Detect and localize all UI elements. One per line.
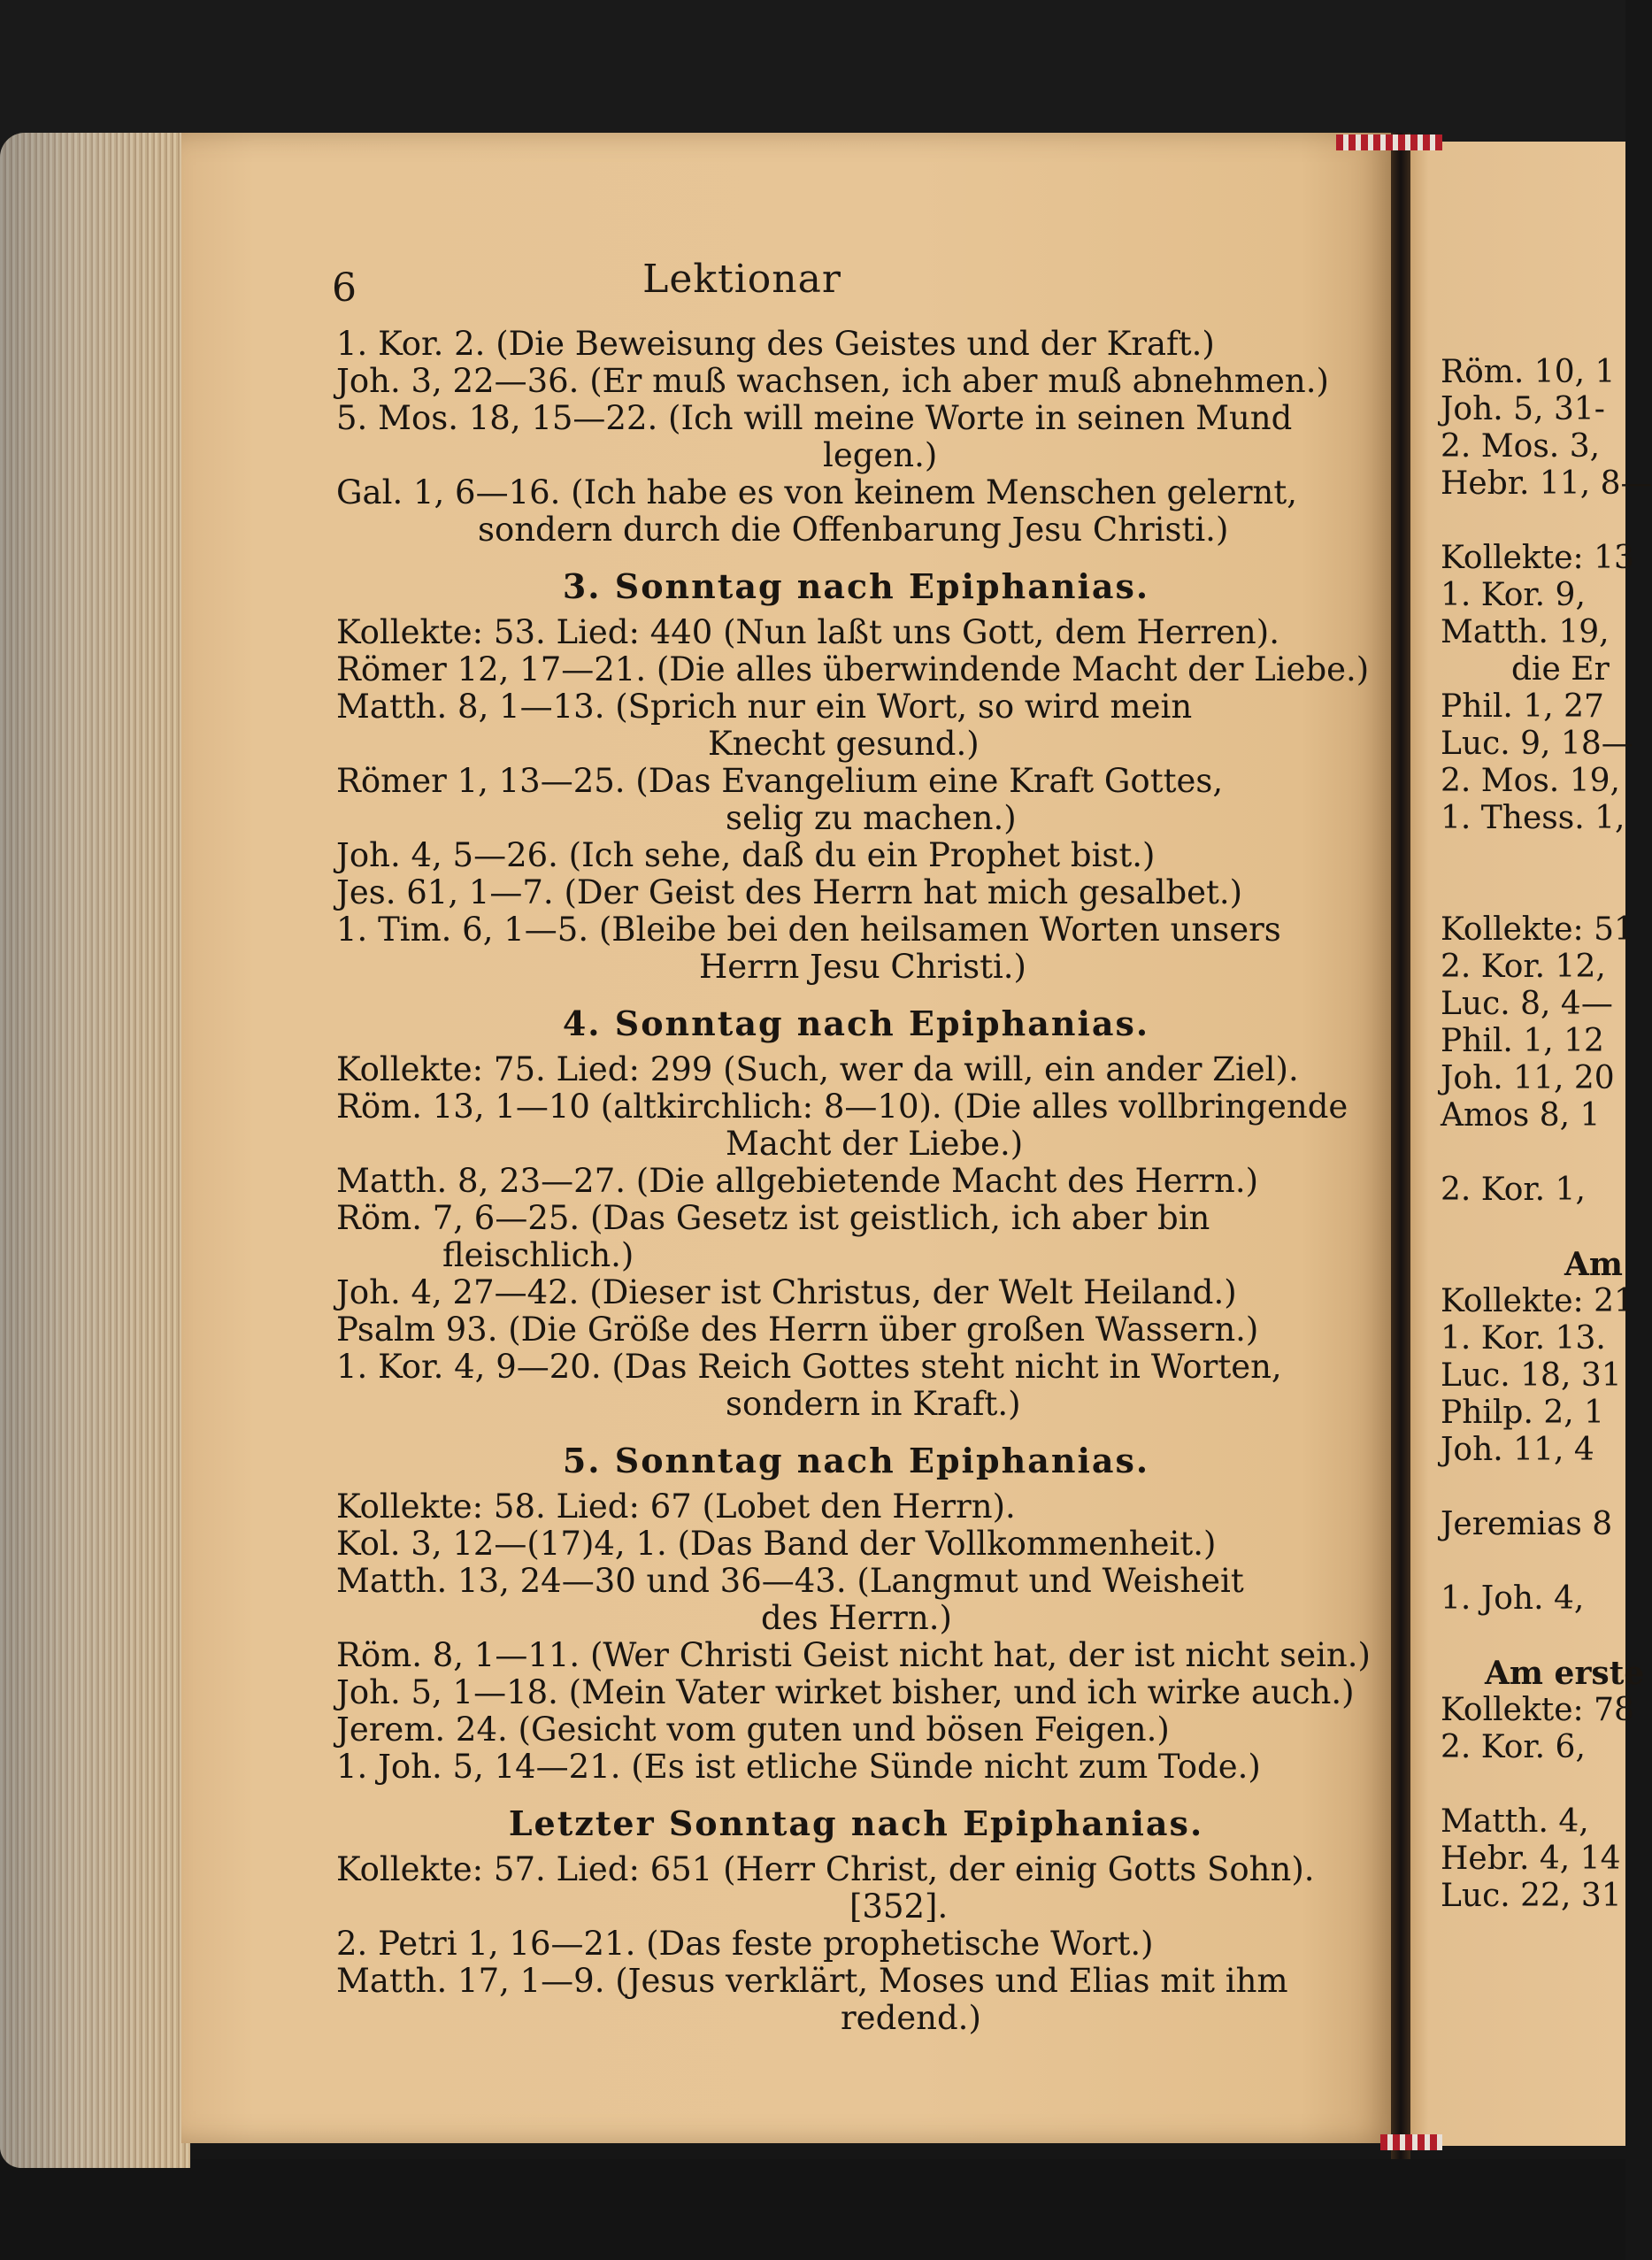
right-line: Luc. 8, 4— (1441, 986, 1613, 1022)
reading-line: 1. Kor. 2. (Die Beweisung des Geistes und der Kraft.) (336, 325, 1215, 363)
right-line: Phil. 1, 27 (1441, 688, 1604, 725)
right-line: Joh. 5, 31- (1441, 391, 1605, 427)
section-last-epiphanias (336, 1805, 1376, 2037)
reading-line: Matth. 8, 23—27. (Die allgebietende Macht des Herrn.) (336, 1162, 1259, 1200)
book-cover-bottom (0, 2159, 1625, 2260)
reading-line: Römer 12, 17—21. (Die alles überwindende Macht der Liebe.) (336, 650, 1370, 688)
right-gap (1441, 1543, 1625, 1580)
right-line: Hebr. 11, 8— (1441, 465, 1652, 502)
reading-line: 1. Joh. 5, 14—21. (Es ist etliche Sünde nicht zum Tode.) (336, 1748, 1261, 1786)
reading-line: Psalm 93. (Die Größe des Herrn über großen Wassern.) (336, 1311, 1259, 1349)
reading-line-continued: legen.) (823, 436, 938, 474)
right-line: Joh. 11, 20 (1441, 1060, 1615, 1096)
reading-line: 2. Petri 1, 16—21. (Das feste prophetische Wort.) (336, 1925, 1154, 1963)
page-edge-tint (0, 133, 190, 2168)
reading-line: Joh. 4, 27—42. (Dieser ist Christus, der Welt Heiland.) (336, 1273, 1237, 1311)
reading-line-continued: sondern durch die Offenbarung Jesu Christi.) (478, 511, 1229, 549)
right-line: 1. Kor. 13. (1441, 1320, 1606, 1357)
opening-readings (336, 326, 1376, 549)
right-line: Luc. 22, 31 (1441, 1878, 1622, 1914)
reading-line: Matth. 13, 24—30 und 36—43. (Langmut und Weisheit (336, 1562, 1244, 1600)
reading-line: Joh. 4, 5—26. (Ich sehe, daß du ein Prophet bist.) (336, 836, 1156, 874)
page-edge-stack (0, 133, 190, 2168)
collect-line: Kollekte: 58. Lied: 67 (Lobet den Herrn). (336, 1487, 1016, 1526)
right-gap (1441, 1766, 1625, 1803)
reading-line-continued: redend.) (841, 1999, 981, 2037)
reading-line: Gal. 1, 6—16. (Ich habe es von keinem Menschen gelernt, (336, 473, 1298, 511)
right-line: 2. Kor. 6, (1441, 1729, 1586, 1765)
collect-line: Kollekte: 57. Lied: 651 (Herr Christ, der einig Gotts Sohn). (336, 1850, 1315, 1888)
left-page-text (336, 326, 1376, 2049)
reading-line: Jes. 61, 1—7. (Der Geist des Herrn hat mich gesalbet.) (336, 873, 1243, 911)
right-gap (1441, 1134, 1625, 1172)
reading-line-continued: selig zu machen.) (726, 799, 1017, 837)
book-cover-top (0, 0, 1625, 150)
right-line: 1. Kor. 9, (1441, 577, 1586, 613)
reading-line-continued: Macht der Liebe.) (726, 1125, 1024, 1163)
right-page-text (1441, 354, 1652, 1915)
right-line: 2. Mos. 19, (1441, 763, 1620, 799)
right-line: Phil. 1, 12 (1441, 1023, 1604, 1059)
collect-line: Kollekte: 53. Lied: 440 (Nun laßt uns Gott, dem Herren). (336, 613, 1279, 651)
right-line: Philp. 2, 1 (1441, 1395, 1605, 1431)
right-section-title: Am erste (1485, 1655, 1645, 1692)
reading-line-continued: Herrn Jesu Christi.) (699, 948, 1026, 986)
right-gap (1441, 1209, 1625, 1246)
right-line: 2. Mos. 3, (1441, 428, 1601, 465)
right-line: 2. Kor. 12, (1441, 949, 1606, 985)
reading-line: Jerem. 24. (Gesicht vom guten und bösen Feigen.) (336, 1710, 1170, 1749)
right-line: Kollekte: 78 (1441, 1692, 1634, 1728)
running-head (0, 257, 1625, 302)
section-5-epiphanias (336, 1442, 1376, 1786)
reading-line: Joh. 3, 22—36. (Er muß wachsen, ich aber muß abnehmen.) (336, 362, 1329, 400)
right-line: Jeremias 8 (1441, 1506, 1613, 1542)
right-section-title: Am (1564, 1246, 1624, 1283)
right-line: Joh. 11, 4 (1441, 1432, 1594, 1468)
right-line: Kollekte: 51 (1441, 911, 1634, 948)
right-line: Luc. 18, 31 (1441, 1357, 1622, 1394)
reading-line: 1. Kor. 4, 9—20. (Das Reich Gottes steht nicht in Worten, (336, 1348, 1282, 1386)
reading-line: Röm. 8, 1—11. (Wer Christi Geist nicht hat, der ist nicht sein.) (336, 1636, 1371, 1674)
collect-line: Kollekte: 75. Lied: 299 (Such, wer da will, ein ander Ziel). (336, 1050, 1299, 1088)
running-head-text: Lektionar (642, 257, 841, 302)
headband-bottom (1380, 2134, 1442, 2150)
section-title: 3. Sonntag nach Epiphanias. (562, 566, 1150, 606)
right-gap (1441, 1469, 1625, 1506)
reading-line: Joh. 5, 1—18. (Mein Vater wirket bisher, und ich wirke auch.) (336, 1673, 1355, 1711)
right-line: Kollekte: 21 (1441, 1283, 1634, 1319)
reading-line: 1. Tim. 6, 1—5. (Bleibe bei den heilsamen Worten unsers (336, 911, 1281, 949)
reading-line: Matth. 17, 1—9. (Jesus verklärt, Moses und Elias mit ihm (336, 1962, 1288, 2000)
reading-line: Matth. 8, 1—13. (Sprich nur ein Wort, so wird mein (336, 688, 1193, 726)
section-title: 4. Sonntag nach Epiphanias. (562, 1003, 1150, 1043)
right-line: Röm. 10, 1 (1441, 354, 1616, 390)
right-line: Kollekte: 13 (1441, 540, 1634, 576)
section-4-epiphanias (336, 1005, 1376, 1423)
right-line: die Er (1511, 651, 1610, 688)
right-gap (1441, 837, 1625, 911)
hymn-number-line: [352]. (849, 1887, 949, 1926)
section-title: 5. Sonntag nach Epiphanias. (562, 1441, 1150, 1480)
reading-line: 5. Mos. 18, 15—22. (Ich will meine Worte in seinen Mund (336, 399, 1293, 437)
right-line: Amos 8, 1 (1441, 1097, 1601, 1134)
reading-line: Röm. 13, 1—10 (altkirchlich: 8—10). (Die alles vollbringende (336, 1088, 1348, 1126)
right-line: Luc. 9, 18— (1441, 726, 1633, 762)
right-line: Matth. 19, (1441, 614, 1610, 650)
headband-top (1336, 135, 1442, 150)
section-title: Letzter Sonntag nach Epiphanias. (508, 1803, 1204, 1843)
reading-line: Römer 1, 13—25. (Das Evangelium eine Kraft Gottes, (336, 762, 1224, 800)
reading-line-continued: des Herrn.) (761, 1599, 952, 1637)
right-line: Matth. 4, (1441, 1803, 1589, 1840)
reading-line-continued: Knecht gesund.) (708, 725, 980, 763)
reading-line: Röm. 7, 6—25. (Das Gesetz ist geistlich, ich aber bin fleischlich.) (336, 1199, 1210, 1274)
section-3-epiphanias (336, 568, 1376, 986)
right-line: 2. Kor. 1, (1441, 1172, 1586, 1208)
book-gutter (1391, 133, 1410, 2159)
right-line: Hebr. 4, 14 (1441, 1841, 1621, 1877)
right-line: 1. Joh. 4, (1441, 1580, 1585, 1617)
reading-line: Kol. 3, 12—(17)4, 1. (Das Band der Vollkommenheit.) (336, 1525, 1217, 1563)
right-gap (1441, 503, 1625, 540)
right-gap (1441, 1618, 1625, 1655)
right-line: 1. Thess. 1, (1441, 800, 1625, 836)
reading-line-continued: sondern in Kraft.) (726, 1385, 1021, 1423)
page-number: 6 (332, 265, 357, 311)
